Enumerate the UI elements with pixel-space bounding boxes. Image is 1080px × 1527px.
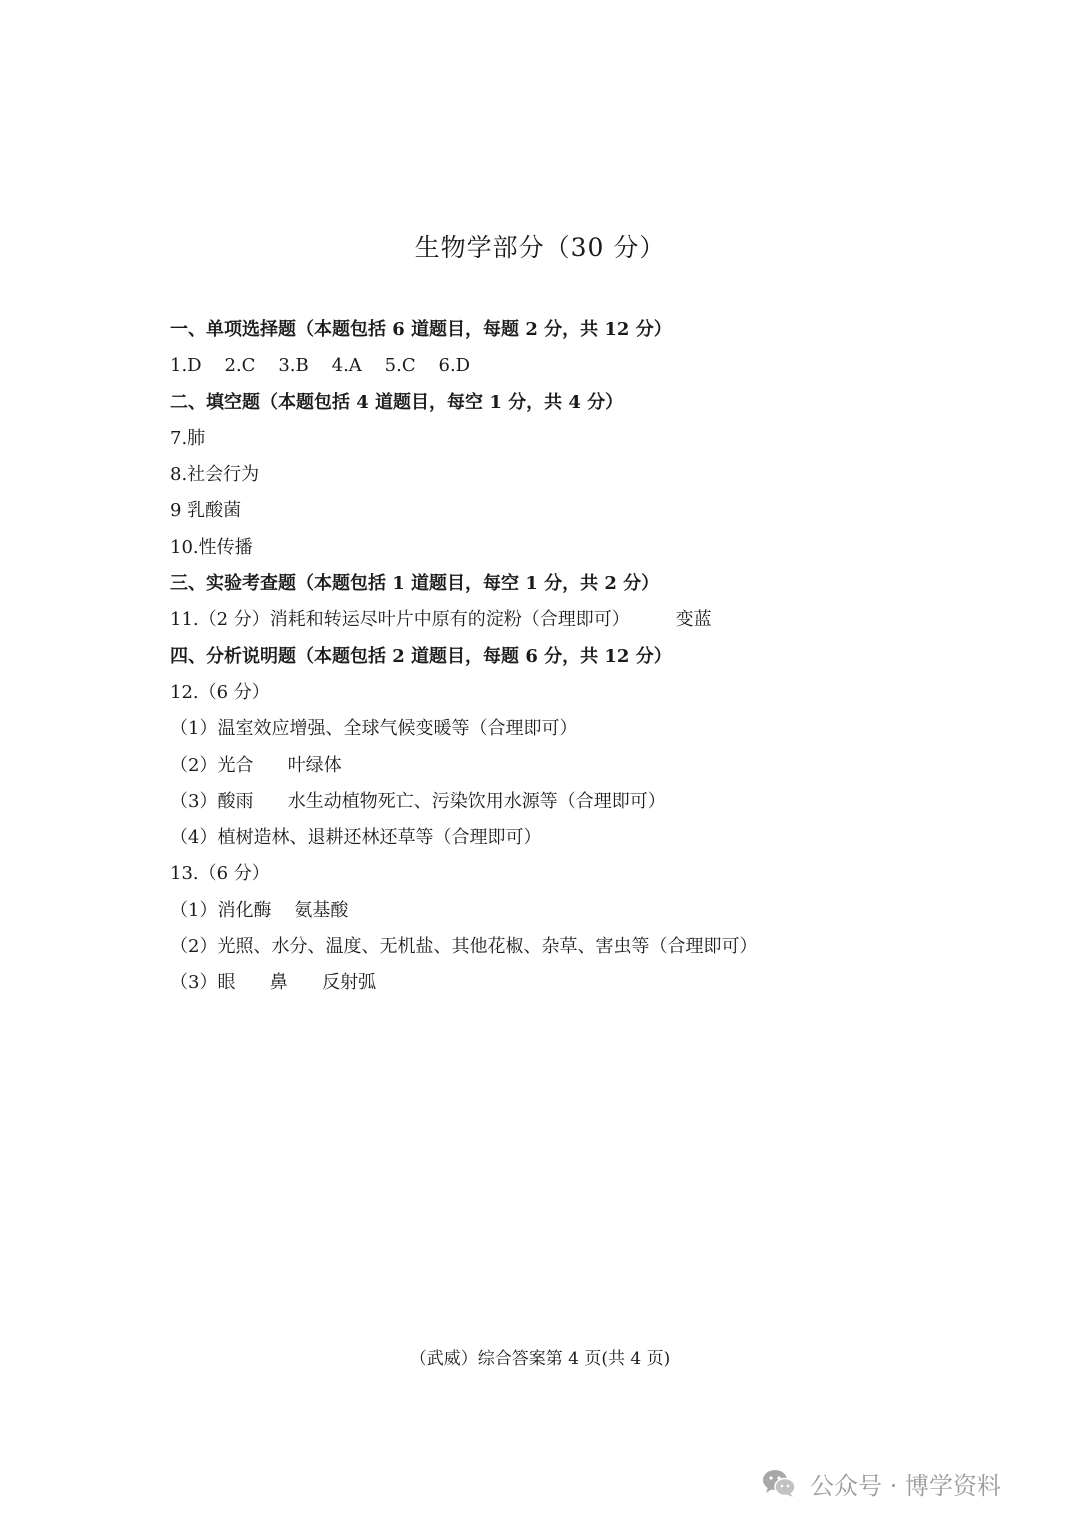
answer-line-12-2: （2）光合 叶绿体	[170, 754, 342, 776]
answer-line-12-4: （4）植树造林、退耕还林还草等（合理即可）	[170, 827, 542, 849]
answer-line-13-2: （2）光照、水分、温度、无机盐、其他花椒、杂草、害虫等（合理即可）	[170, 936, 758, 958]
answer-line-choice: 1.D 2.C 3.B 4.A 5.C 6.D	[170, 355, 471, 377]
answer-line-10: 10.性传播	[170, 536, 253, 558]
answer-line-12-3: （3）酸雨 水生动植物死亡、污染饮用水源等（合理即可）	[170, 790, 666, 812]
section-heading-4: 四、分析说明题（本题包括 2 道题目，每题 6 分，共 12 分）	[170, 645, 672, 667]
page-footer: （武威）综合答案第 4 页(共 4 页)	[409, 1349, 671, 1369]
section-heading-3: 三、实验考查题（本题包括 1 道题目，每空 1 分，共 2 分）	[170, 573, 660, 595]
answer-line-8: 8.社会行为	[170, 464, 260, 486]
answer-content	[170, 312, 930, 1002]
page-title: 生物学部分（30 分）	[414, 233, 666, 262]
answer-line-7: 7.肺	[170, 427, 206, 449]
answer-line-11: 11.（2 分）消耗和转运尽叶片中原有的淀粉（合理即可） 变蓝	[170, 609, 712, 631]
answer-line-13-1: （1）消化酶 氨基酸	[170, 899, 349, 921]
watermark-text: 公众号 · 博学资料	[810, 1471, 1001, 1500]
section-heading-1: 一、单项选择题（本题包括 6 道题目，每题 2 分，共 12 分）	[170, 319, 672, 340]
answer-line-12: 12.（6 分）	[170, 681, 270, 703]
section-heading-2: 二、填空题（本题包括 4 道题目，每空 1 分，共 4 分）	[170, 391, 624, 413]
answer-line-12-1: （1）温室效应增强、全球气候变暖等（合理即可）	[170, 718, 578, 740]
watermark	[762, 1463, 1001, 1503]
answer-line-13: 13.（6 分）	[170, 863, 270, 885]
answer-line-13-3: （3）眼 鼻 反射弧	[170, 972, 377, 994]
answer-line-9: 9 乳酸菌	[170, 500, 242, 522]
wechat-icon	[762, 1468, 796, 1498]
